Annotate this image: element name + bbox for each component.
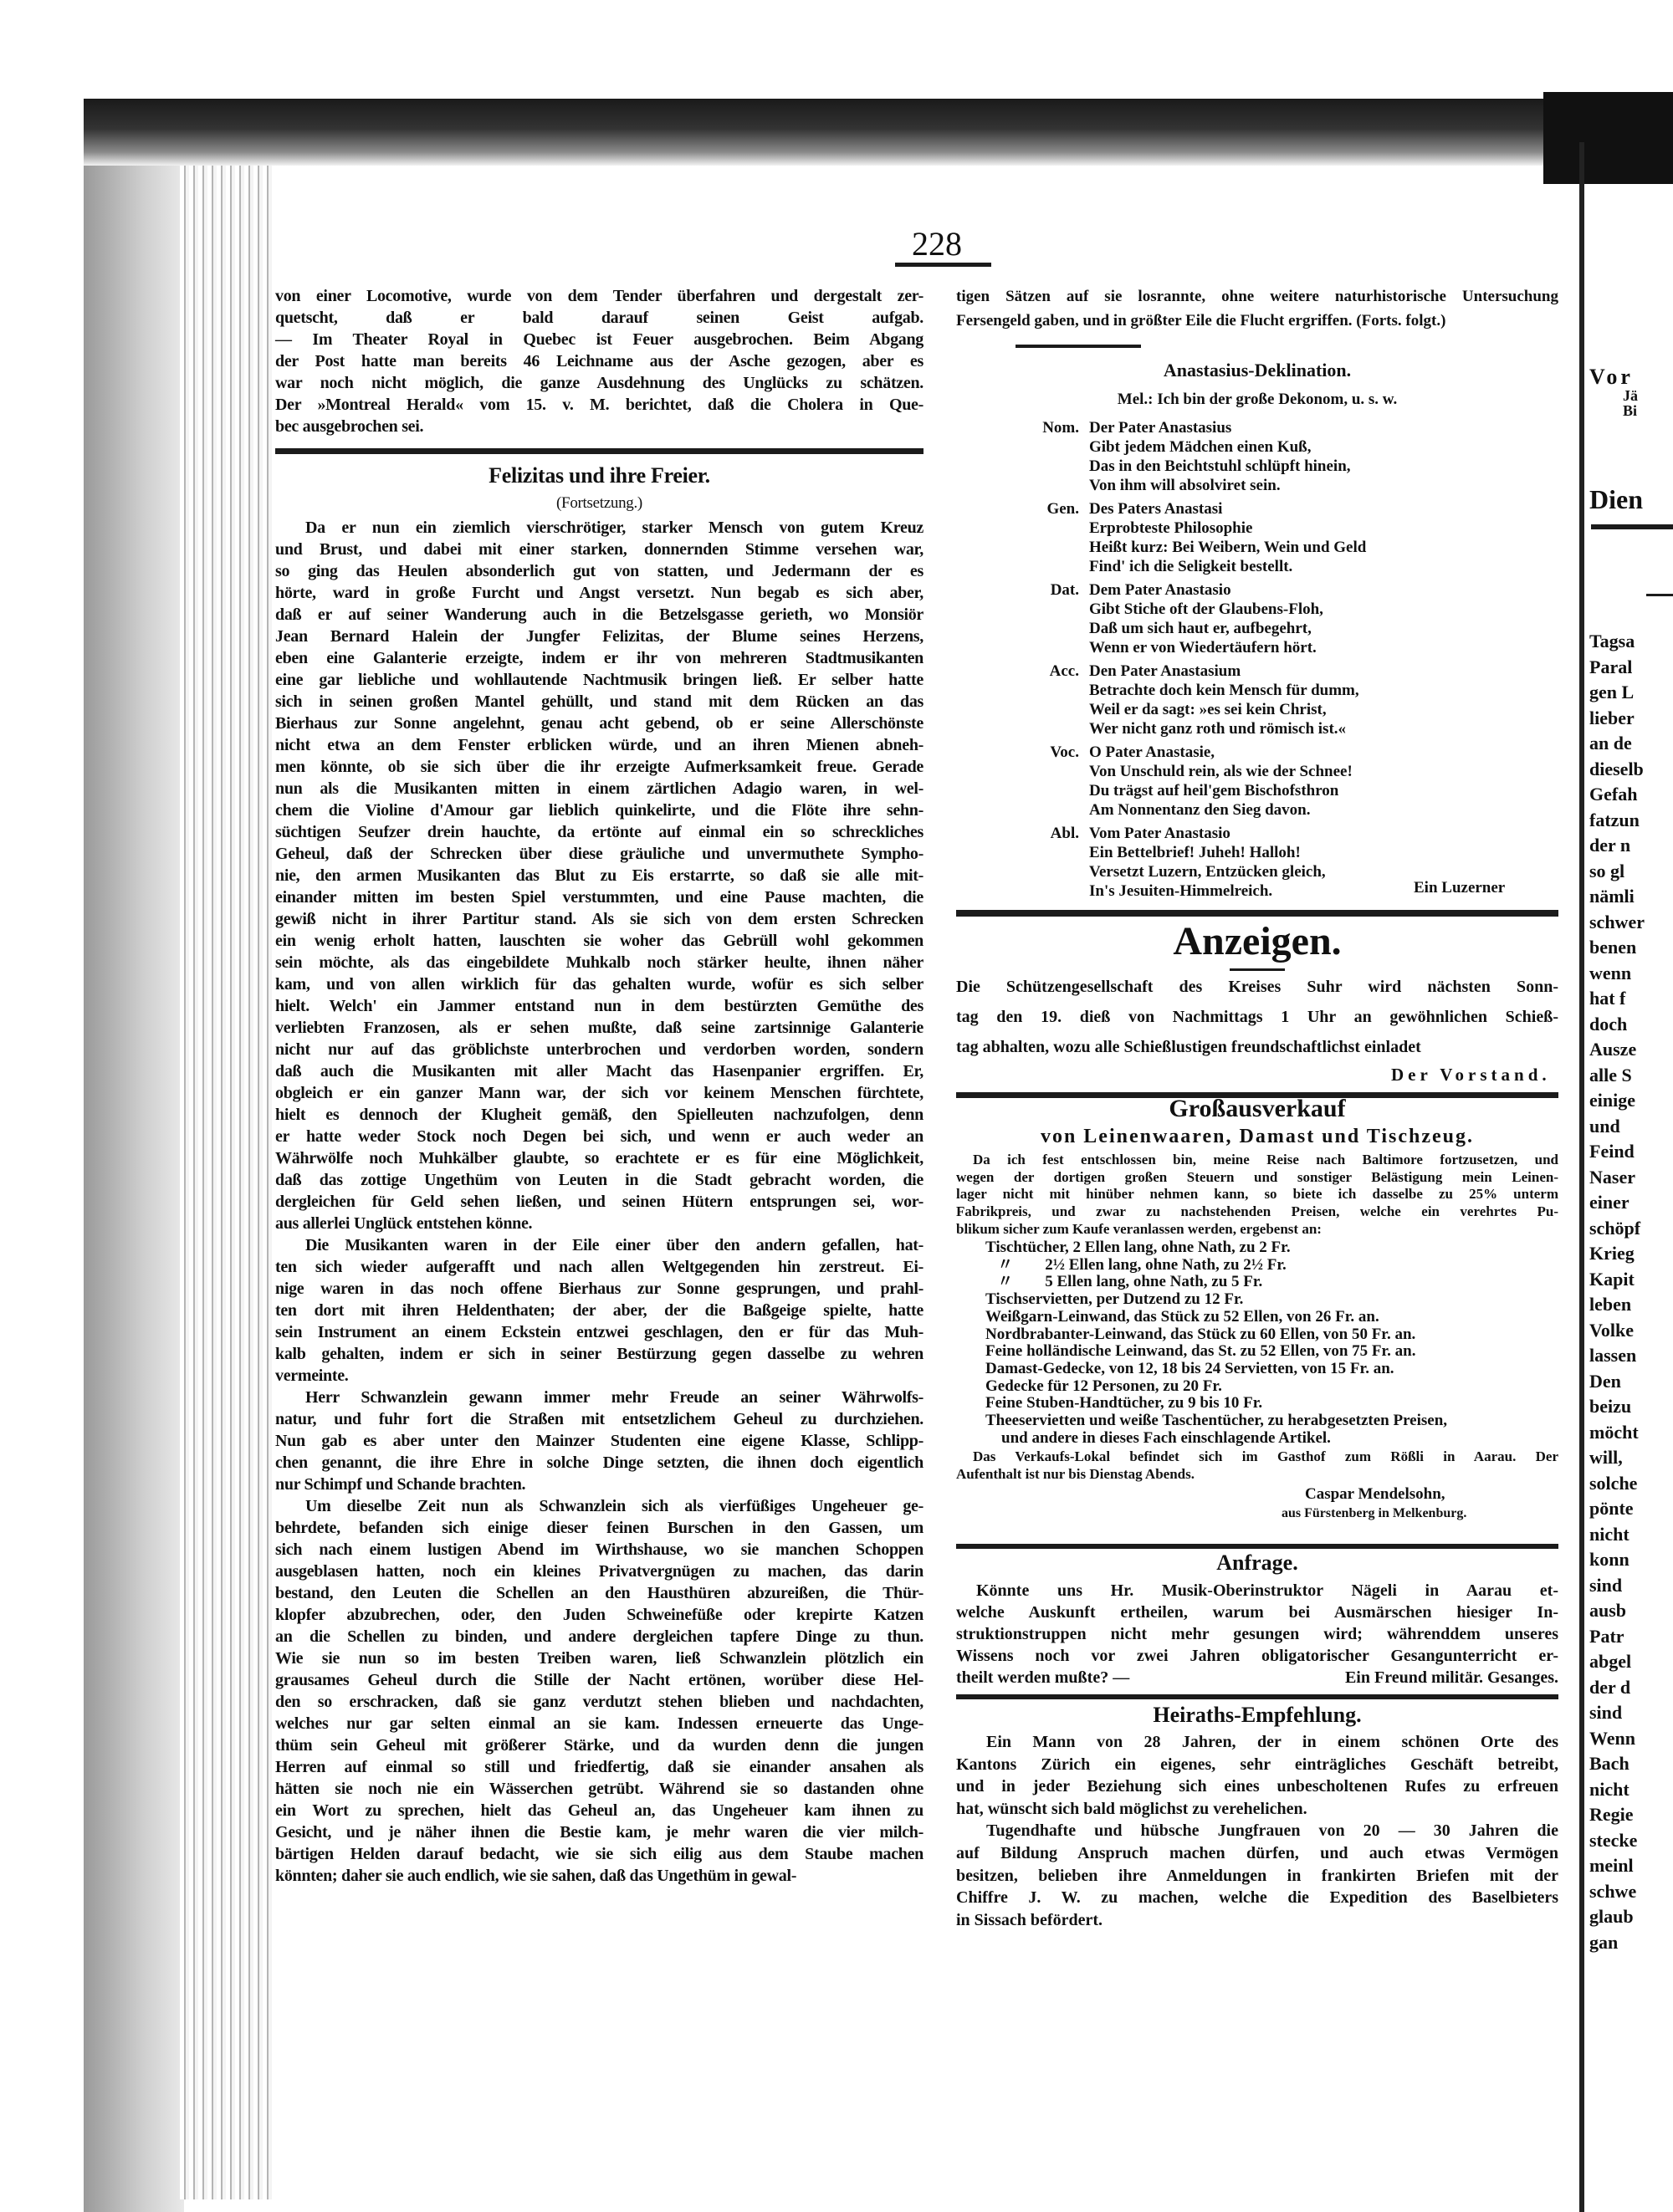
stanza-case-label: Gen. <box>1046 500 1079 518</box>
text-line: Weißgarn-Leinwand, das Stück zu 52 Ellen, von 26 Fr. an. <box>985 1307 1379 1326</box>
poem-stanza <box>1008 499 1393 576</box>
text-line: ten sich wieder aufgerafft und nach allen Weltgegenden hin zerstreut. Ei- <box>275 1258 923 1276</box>
text-line: sich nach einem lustigen Abend im Wirthshause, wo sie manchen Schoppen <box>275 1540 923 1559</box>
stanza-lines <box>1089 824 1326 901</box>
text-line: Das Verkaufs-Lokal befindet sich im Gasthof zum Rößli in Aarau. Der <box>973 1448 1558 1464</box>
text-line: sein möchte, als das eingebildete Muhkalb noch stärker heulte, ihnen näher <box>275 953 923 972</box>
text-line: Könnte uns Hr. Musik-Oberinstruktor Nägeli in Aarau et- <box>976 1581 1558 1600</box>
text-line: Das in den Beichtstuhl schlüpft hinein, <box>1089 457 1351 475</box>
stanza-case-label: Acc. <box>1049 662 1079 680</box>
text-line: Chiffre J. W. zu machen, welche die Expedition des Baselbieters <box>956 1888 1558 1908</box>
text-line: Krieg <box>1589 1243 1635 1264</box>
text-line: In's Jesuiten-Himmelreich. <box>1089 882 1273 900</box>
text-line: blikum sicher zum Kaufe veranlassen werden, ergebenst an: <box>956 1220 1322 1237</box>
text-line: den so erschracken, daß sie ganz verdutzt stehen blieben und nachdachten, <box>275 1693 923 1711</box>
text-line: nie, den armen Musikanten das Blut zu Eis erstarrte, so daß sie alle mit- <box>275 866 923 885</box>
story-subtitle: (Fortsetzung.) <box>556 494 642 512</box>
text-line: eine gar liebliche und wohllautende Nachtmusik bringen ließ. Er selber hatte <box>275 671 923 689</box>
text-line: natur, und fuhr fort die Straßen mit entsetzlichem Geheul zu durchziehen. <box>275 1410 923 1428</box>
text-line: Von Unschuld rein, als wie der Schnee! <box>1089 763 1353 780</box>
text-line: ten dort mit ihren Heldenthaten; der aber, der die Baßgeige spielte, hatte <box>275 1301 923 1320</box>
ad-inquiry-last-line <box>956 1667 1558 1688</box>
text-line: so ging das Heulen absonderlich gut von statten, und Jedermann der es <box>275 562 923 580</box>
paragraph <box>275 1234 923 1387</box>
stanza-case-label: Abl. <box>1050 825 1079 842</box>
text-line: abgel <box>1589 1651 1632 1672</box>
ad-marriage-body <box>956 1731 1558 1931</box>
text-line: Gefah <box>1589 784 1638 805</box>
text-line: Vom Pater Anastasio <box>1089 825 1230 842</box>
text-line: gewiß nicht in ihrer Partitur stand. Als sie sich von dem ersten Schrecken <box>275 910 923 928</box>
scan-top-shadow <box>84 99 1589 166</box>
text-line: Der »Montreal Herald« vom 15. v. M. berichtet, daß die Cholera in Que- <box>275 396 923 414</box>
ad-inquiry-body <box>956 1580 1558 1688</box>
text-line: kam, und von allen wirklich für das gehalten wurde, wofür es sich selber <box>275 975 923 994</box>
text-line: Regie <box>1589 1804 1634 1825</box>
text-line: alle S <box>1589 1064 1632 1086</box>
stanza-lines <box>1089 499 1366 576</box>
text-line: Tagsa <box>1589 631 1635 651</box>
text-line: daß auch die Musikanten mit aller Macht das Hasenpanier ergriffen. Er, <box>275 1062 923 1080</box>
text-line: Nun gab es aber unter den Mainzer Studenten eine eigene Klasse, Schlipp- <box>275 1432 923 1450</box>
text-line: Tugendhafte und hübsche Jungfrauen von 20 — 30 Jahren die <box>986 1821 1558 1841</box>
text-line: Die Musikanten waren in der Eile einer über den andern gefallen, hat- <box>305 1236 923 1254</box>
text-line: nicht <box>1589 1778 1630 1800</box>
text-line: Gesicht, und je näher ihnen die Bestie kam, je mehr waren die vier milch- <box>275 1823 923 1842</box>
ads-heading: Anzeigen. <box>1173 919 1342 963</box>
text-line: Fersengeld gaben, und in größter Eile die Flucht ergriffen. (Forts. folgt.) <box>956 312 1446 330</box>
text-line: hätten sie noch nie ein Wässerchen getrübt. Während sie so dastanden ohne <box>275 1780 923 1798</box>
text-line: er hatte weder Stock noch Degen bei sich, und wenn er auch weder an <box>275 1127 923 1146</box>
text-line: ein wenig erholt hatten, lauschten sie woher das Gebrüll wohl gekommen <box>275 932 923 950</box>
text-line: dergleichen für Geld sehen ließen, und seinen Hütern entsprungen sei, wor- <box>275 1193 923 1211</box>
text-line: hat f <box>1589 988 1626 1009</box>
ad-sale-closing <box>956 1448 1558 1483</box>
text-line: Weil er da sagt: »es sei kein Christ, <box>1089 701 1327 718</box>
text-line: wenn <box>1589 962 1632 983</box>
text-line: kalb gehalten, indem er sich in seiner Bestürzung gegen dasselbe zu wehren <box>275 1345 923 1363</box>
ad-shooting <box>956 972 1558 1062</box>
poem-stanza <box>1008 418 1393 495</box>
text-line: lager nicht mit hinüber nehmen kann, so biete ich dasselbe zu 25% unterm <box>956 1186 1558 1203</box>
text-line: Patr <box>1589 1625 1624 1647</box>
text-line: leben <box>1589 1294 1632 1315</box>
text-line: nicht <box>1589 1523 1630 1545</box>
poem-stanza <box>1008 580 1393 657</box>
short-divider <box>1016 345 1141 348</box>
stanza-case-label: Voc. <box>1050 743 1079 761</box>
text-line: Paral <box>1589 656 1633 677</box>
text-line: von einer Locomotive, wurde von dem Tender überfahren und dergestalt zer- <box>275 287 923 305</box>
text-line: und andere in dieses Fach einschlagende Artikel. <box>985 1428 1331 1447</box>
text-line: schöpf <box>1589 1217 1641 1239</box>
text-line: Feind <box>1589 1141 1635 1162</box>
text-line: Gibt Stiche oft der Glaubens-Floh, <box>1089 600 1323 618</box>
text-line: gan <box>1589 1931 1619 1953</box>
text-line: möcht <box>1589 1421 1639 1443</box>
ad-inquiry-closing: theilt werden mußte? — <box>956 1668 1130 1687</box>
text-line: vermeinte. <box>275 1367 349 1385</box>
text-line: Den <box>1589 1370 1621 1392</box>
text-line: Ein Mann von 28 Jahren, der in einem schönen Orte des <box>986 1733 1558 1751</box>
poem-stanza <box>1008 662 1393 738</box>
text-line: Da er nun ein ziemlich vierschrötiger, starker Mensch von gutem Kreuz <box>305 519 923 537</box>
text-line: quetscht, daß er bald darauf seinen Geist aufgab. <box>275 309 923 327</box>
text-line: welches nur gar selten einmal an sie kam. Indessen erneuerte das Unge- <box>275 1714 923 1733</box>
text-line: aus allerlei Unglück entstehen könne. <box>275 1214 533 1233</box>
next-page-short-rule <box>1646 594 1673 596</box>
text-line: tigen Sätzen auf sie losrannte, ohne weitere naturhistorische Untersuchung <box>956 288 1558 305</box>
ad-divider <box>956 1544 1558 1549</box>
text-line: so gl <box>1589 860 1625 881</box>
poem-signature: Ein Luzerner <box>1414 879 1506 897</box>
poem-title: Anastasius-Deklination. <box>1163 360 1352 381</box>
text-line: Naser <box>1589 1166 1635 1188</box>
text-line: Du trägst auf heil'gem Bischofsthron <box>1089 782 1339 799</box>
text-line: Um dieselbe Zeit nun als Schwanzlein sich als vierfüßiges Ungeheuer ge- <box>305 1497 923 1515</box>
text-line: hat, wünscht sich bald möglichst zu verehelichen. <box>956 1799 1307 1818</box>
poem-stanzas <box>1008 418 1393 905</box>
text-line: daß er auf seiner Wanderung auch in die Betzelsgasse gerieth, wo Monsiör <box>275 605 923 624</box>
text-line: Herr Schwanzlein gewann immer mehr Freude an seiner Währwolfs- <box>305 1388 923 1407</box>
text-line: Dem Pater Anastasio <box>1089 581 1231 599</box>
text-line: hörte, ward in große Furcht und Angst versetzt. Nun begab es sich aber, <box>275 584 923 602</box>
text-line: Damast-Gedecke, von 12, 18 bis 24 Servietten, von 15 Fr. an. <box>985 1359 1394 1377</box>
text-line: fatzun <box>1589 809 1640 830</box>
text-line: Versetzt Luzern, Entzücken gleich, <box>1089 863 1326 881</box>
text-line: Da ich fest entschlossen bin, meine Reise nach Baltimore fortzusetzen, und <box>973 1152 1558 1167</box>
text-line: nicht nur auf das gröblichste unterbrochen und verdorben worden, sondern <box>275 1040 923 1059</box>
text-line: hielt es dennoch der Klugheit gemäß, den Spielleuten nachzufolgen, denn <box>275 1106 923 1124</box>
text-line: süchtigen Seufzer drein hauchte, da ertönte auf einmal ein so schreckliches <box>275 823 923 841</box>
paragraph <box>275 1495 923 1887</box>
text-line: gen L <box>1589 682 1635 702</box>
text-line: sich in seinen großen Mantel gehüllt, und stand mit dem Rücken an das <box>275 692 923 711</box>
next-page-rule <box>1591 524 1673 529</box>
text-line: ein Wort zu sprechen, hielt das Geheul an, das Ungeheuer kam ihnen zu <box>275 1801 923 1820</box>
text-line: nicht etwa an dem Fenster erblicken würde, und an ihren Mienen abneh- <box>275 736 923 754</box>
ad-marriage-title: Heiraths-Empfehlung. <box>1153 1703 1362 1727</box>
text-line: Erprobteste Philosophie <box>1089 519 1253 537</box>
text-line: der Post hatte man bereits 46 Leichname aus der Asche gezogen, aber es <box>275 352 923 370</box>
text-line: chen genannt, die ihre Ehre in solche Dinge setzten, die ihnen doch eigentlich <box>275 1453 923 1472</box>
page-edges <box>180 159 272 2199</box>
ad-sale-intro <box>956 1152 1558 1239</box>
text-line: ausb <box>1589 1600 1627 1621</box>
ads-divider <box>956 910 1558 917</box>
text-line: schwer <box>1589 911 1645 932</box>
page-number-rule <box>895 263 991 267</box>
text-line: und in jeder Beziehung sich eines unbescholtenen Rufes zu erfreuen <box>956 1777 1558 1796</box>
book-edge-shadow <box>84 99 184 2212</box>
text-line: thüm sein Geheul mit größerer Stärke, und da wurden denn die jungen <box>275 1736 923 1755</box>
text-line: bec ausgebrochen sei. <box>275 417 424 436</box>
text-line: klopfer abzubrechen, oder, den Juden Schweinefüße oder krepirte Katzen <box>275 1606 923 1624</box>
next-page-header-line: Bi <box>1623 402 1638 418</box>
text-line: an die Schellen zu binden, und andere dergleichen tapfere Dinge zu thun. <box>275 1627 923 1646</box>
text-line: Am Nonnentanz den Sieg davon. <box>1089 801 1311 819</box>
next-page-column <box>1589 629 1673 1955</box>
text-line: will, <box>1589 1447 1623 1468</box>
text-line: sind <box>1589 1574 1623 1596</box>
stanza-lines <box>1089 418 1351 495</box>
text-line: Theeservietten und weiße Taschentücher, zu herabgesetzten Preisen, <box>985 1412 1448 1430</box>
text-line: Feine Stuben-Handtücher, zu 9 bis 10 Fr. <box>985 1394 1263 1413</box>
ad-sale-items <box>985 1239 1563 1447</box>
text-line: könnten; daher sie auch endlich, wie sie sahen, daß das Ungethüm in gewal- <box>275 1867 797 1885</box>
text-line: Herren auf einmal so still und friedfertig, daß sie einander ansahen als <box>275 1758 923 1776</box>
text-line: pönte <box>1589 1498 1634 1519</box>
text-line: Feine holländische Leinwand, das St. zu 52 Ellen, von 75 Fr. an. <box>985 1342 1416 1361</box>
text-line: — Im Theater Royal in Quebec ist Feuer ausgebrochen. Beim Abgang <box>275 330 923 349</box>
stanza-lines <box>1089 580 1323 657</box>
page-number: 228 <box>912 225 962 263</box>
text-line: Wissens noch vor zwei Jahren obligatorischer Gesangunterricht er- <box>956 1647 1558 1665</box>
text-line: einander mitten im besten Spiel verstummten, und eine Pause machten, die <box>275 888 923 907</box>
text-line: Gibt jedem Mädchen einen Kuß, <box>1089 438 1312 456</box>
text-line: nige waren in das noch offene Bierhaus zur Sonne gesprungen, und prahl- <box>275 1280 923 1298</box>
text-line: bestand, den Leuten die Schellen an den Hausthüren abzureißen, die Thür- <box>275 1584 923 1602</box>
text-line: 〃 5 Ellen lang, ohne Nath, zu 5 Fr. <box>985 1273 1263 1291</box>
text-line: nur Schimpf und Schande brachten. <box>275 1475 526 1494</box>
stanza-case-label: Dat. <box>1050 581 1079 599</box>
text-line: Die Schützengesellschaft des Kreises Suhr wird nächsten Sonn- <box>956 978 1558 996</box>
text-line: hielt. Welch' ein Jammer entstand nun in dem bestürzten Gemüthe des <box>275 997 923 1015</box>
text-line: chem die Violine d'Amour gar lieblich quinkelirte, und die Flöte ihre sehn- <box>275 801 923 820</box>
paragraph <box>275 517 923 1234</box>
poem-stanza <box>1008 743 1393 820</box>
next-page-header-line: Vor <box>1589 366 1634 389</box>
news-item <box>275 285 923 437</box>
text-line: einer <box>1589 1192 1630 1213</box>
text-line: einige <box>1589 1090 1635 1111</box>
text-line: behrdete, befanden sich einige dieser feinen Burschen in den Gassen, um <box>275 1519 923 1537</box>
text-line: beizu <box>1589 1396 1632 1417</box>
text-line: Bach <box>1589 1753 1630 1774</box>
text-line: an de <box>1589 733 1632 754</box>
text-line: Jean Bernard Halein der Jungfer Felizitas, der Blume seines Herzens, <box>275 627 923 646</box>
text-line: daß das zottige Ungethüm von Leuten in die Stadt gebracht worden, die <box>275 1171 923 1189</box>
story-ending <box>956 284 1558 333</box>
text-line: sein Instrument an einem Eckstein entzwei geschlagen, den er für das Muh- <box>275 1323 923 1341</box>
ad-sale-title: Großausverkauf <box>1169 1095 1346 1122</box>
gutter-line <box>1579 142 1584 2212</box>
text-line: doch <box>1589 1013 1628 1034</box>
text-line: tag den 19. dieß von Nachmittags 1 Uhr an gewöhnlichen Schieß- <box>956 1008 1558 1026</box>
text-line: O Pater Anastasie, <box>1089 743 1215 761</box>
text-line: grausames Geheul durch die Stille der Nacht ertönen, worüber diese Hel- <box>275 1671 923 1689</box>
text-line: verliebten Franzosen, als er sehen mußte, daß seine zartsinnige Galanterie <box>275 1019 923 1037</box>
next-page-heading: Dien <box>1589 484 1643 514</box>
text-line: tag abhalten, wozu alle Schießlustigen freundschaftlichst einladet <box>956 1038 1421 1056</box>
text-line: besitzen, belieben ihre Anmeldungen in frankirten Briefen mit der <box>956 1866 1558 1885</box>
text-line: nämli <box>1589 886 1635 907</box>
ad-sale-signature-name: Caspar Mendelsohn, <box>1305 1485 1445 1503</box>
story-body <box>275 517 923 1887</box>
text-line: Kapit <box>1589 1268 1635 1290</box>
text-line: der d <box>1589 1676 1631 1698</box>
text-line: und <box>1589 1115 1620 1137</box>
text-line: Kantons Zürich ein eigenes, sehr einträgliches Geschäft betreibt, <box>956 1755 1558 1774</box>
text-line: konn <box>1589 1549 1630 1570</box>
next-page-header-line: Jä <box>1623 387 1638 404</box>
text-line: bärtigen Helden darauf bedacht, wie sie sich eilig aus dem Staube machen <box>275 1845 923 1863</box>
text-line: sind <box>1589 1702 1623 1723</box>
text-line: stecke <box>1589 1829 1638 1851</box>
text-line: und Brust, und dabei mit einer starken, donnernden Stimme versehen war, <box>275 540 923 559</box>
ad-inquiry-title: Anfrage. <box>1216 1550 1298 1575</box>
text-line: Wenn <box>1589 1727 1636 1749</box>
text-line: wegen der dortigen großen Steuern und sonstiger Belästigung mein Leinen- <box>956 1168 1558 1185</box>
text-line: Volke <box>1589 1319 1634 1341</box>
poem-stanza <box>1008 824 1393 901</box>
poem-melody: Mel.: Ich bin der große Dekonom, u. s. w. <box>1117 391 1398 408</box>
stanza-lines <box>1089 662 1359 738</box>
next-page-header <box>1589 366 1673 418</box>
text-line: der n <box>1589 835 1631 856</box>
text-line: war noch nicht möglich, die ganze Ausdehnung des Unglücks zu schätzen. <box>275 374 923 392</box>
paragraph <box>275 1387 923 1495</box>
text-line: Betrachte doch kein Mensch für dumm, <box>1089 682 1359 699</box>
text-line: Fabrikpreis, und zwar zu nachstehenden Preisen, welche ein verehrtes Pu- <box>956 1203 1558 1220</box>
text-line: Gedecke für 12 Personen, zu 20 Fr. <box>985 1377 1222 1395</box>
ad-divider <box>956 1694 1558 1699</box>
ads-heading-rule <box>1230 968 1285 971</box>
text-line: dieselb <box>1589 758 1644 779</box>
text-line: lassen <box>1589 1345 1637 1366</box>
text-line: ausgeblasen hatten, noch ein kleines Privatvergnügen zu machen, das darin <box>275 1562 923 1581</box>
story-title: Felizitas und ihre Freier. <box>489 463 710 488</box>
text-line: eben eine Galanterie erzeigte, indem er ihr von mehreren Stadtmusikanten <box>275 649 923 667</box>
text-line: Geheul, daß der Schrecken über diese gräuliche und unvermuthete Sympho- <box>275 845 923 863</box>
text-line: struktionstruppen nicht mehr gesungen wird; währenddem unseres <box>956 1625 1558 1643</box>
text-line: Heißt kurz: Bei Weibern, Wein und Geld <box>1089 539 1367 556</box>
ad-inquiry-signature: Ein Freund militär. Gesanges. <box>1344 1668 1558 1687</box>
text-line: welche Auskunft ertheilen, warum bei Ausmärschen hiesiger In- <box>956 1603 1558 1622</box>
text-line: benen <box>1589 937 1637 958</box>
text-line: Tischtücher, 2 Ellen lang, ohne Nath, zu 2 Fr. <box>985 1239 1291 1256</box>
text-line: Ausze <box>1589 1039 1637 1060</box>
section-divider <box>275 448 923 454</box>
text-line: 〃 2½ Ellen lang, ohne Nath, zu 2½ Fr. <box>985 1255 1287 1274</box>
paragraph <box>956 1820 1558 1931</box>
text-line: Aufenthalt ist nur bis Dienstag Abends. <box>956 1465 1195 1482</box>
paragraph <box>956 1731 1558 1820</box>
stanza-case-label: Nom. <box>1042 419 1079 437</box>
text-line: Nordbrabanter-Leinwand, das Stück zu 60 Ellen, von 50 Fr. an. <box>985 1325 1416 1343</box>
text-line: Wer nicht ganz roth und römisch ist.« <box>1089 720 1347 738</box>
stanza-lines <box>1089 743 1353 820</box>
text-line: Den Pater Anastasium <box>1089 662 1241 680</box>
text-line: Des Paters Anastasi <box>1089 500 1223 518</box>
text-line: Wenn er von Wiedertäufern hört. <box>1089 639 1317 656</box>
text-line: Bierhaus zur Sonne angelehnt, genau acht gebend, ob er seine Allerschönste <box>275 714 923 733</box>
text-line: Daß um sich haut er, aufbegehrt, <box>1089 620 1312 637</box>
ad-sale-subtitle: von Leinenwaaren, Damast und Tischzeug. <box>1040 1126 1475 1147</box>
text-line: Find' ich die Seligkeit bestellt. <box>1089 558 1293 575</box>
text-line: nun als die Musikanten mitten in einem zärtlichen Adagio waren, in wel- <box>275 779 923 798</box>
scan-corner-shadow <box>1543 92 1673 184</box>
text-line: schwe <box>1589 1880 1637 1902</box>
text-line: Tischservietten, per Dutzend zu 12 Fr. <box>985 1290 1244 1309</box>
text-line: Von ihm will absolviret sein. <box>1089 477 1281 494</box>
ad-inquiry-lines <box>956 1580 1558 1667</box>
text-line: Währwölfe noch Muhkälber glaubte, so erachtete er es für eine Möglichkeit, <box>275 1149 923 1167</box>
text-line: auf Bildung Anspruch machen dürfen, und auch etwas Vermögen <box>956 1843 1558 1862</box>
text-line: obgleich er ein ganzer Mann war, der sich vor keinem Menschen fürchtete, <box>275 1084 923 1102</box>
text-line: solche <box>1589 1472 1638 1494</box>
text-line: Wie sie nun so im besten Treiben waren, ließ Schwanzlein plötzlich ein <box>275 1649 923 1668</box>
text-line: meinl <box>1589 1855 1634 1876</box>
text-line: Der Pater Anastasius <box>1089 419 1232 437</box>
text-line: Ein Bettelbrief! Juheh! Halloh! <box>1089 844 1301 861</box>
text-line: in Sissach befördert. <box>956 1910 1103 1929</box>
text-line: lieber <box>1589 707 1635 728</box>
ad-sale-signature-place: aus Fürstenberg in Melkenburg. <box>1282 1506 1467 1520</box>
text-line: glaub <box>1589 1906 1634 1927</box>
ad-shooting-signature: Der Vorstand. <box>1391 1065 1551 1085</box>
text-line: men könnte, ob sie sich über die ihr erzeigte Aufmerksamkeit freue. Gerade <box>275 758 923 776</box>
